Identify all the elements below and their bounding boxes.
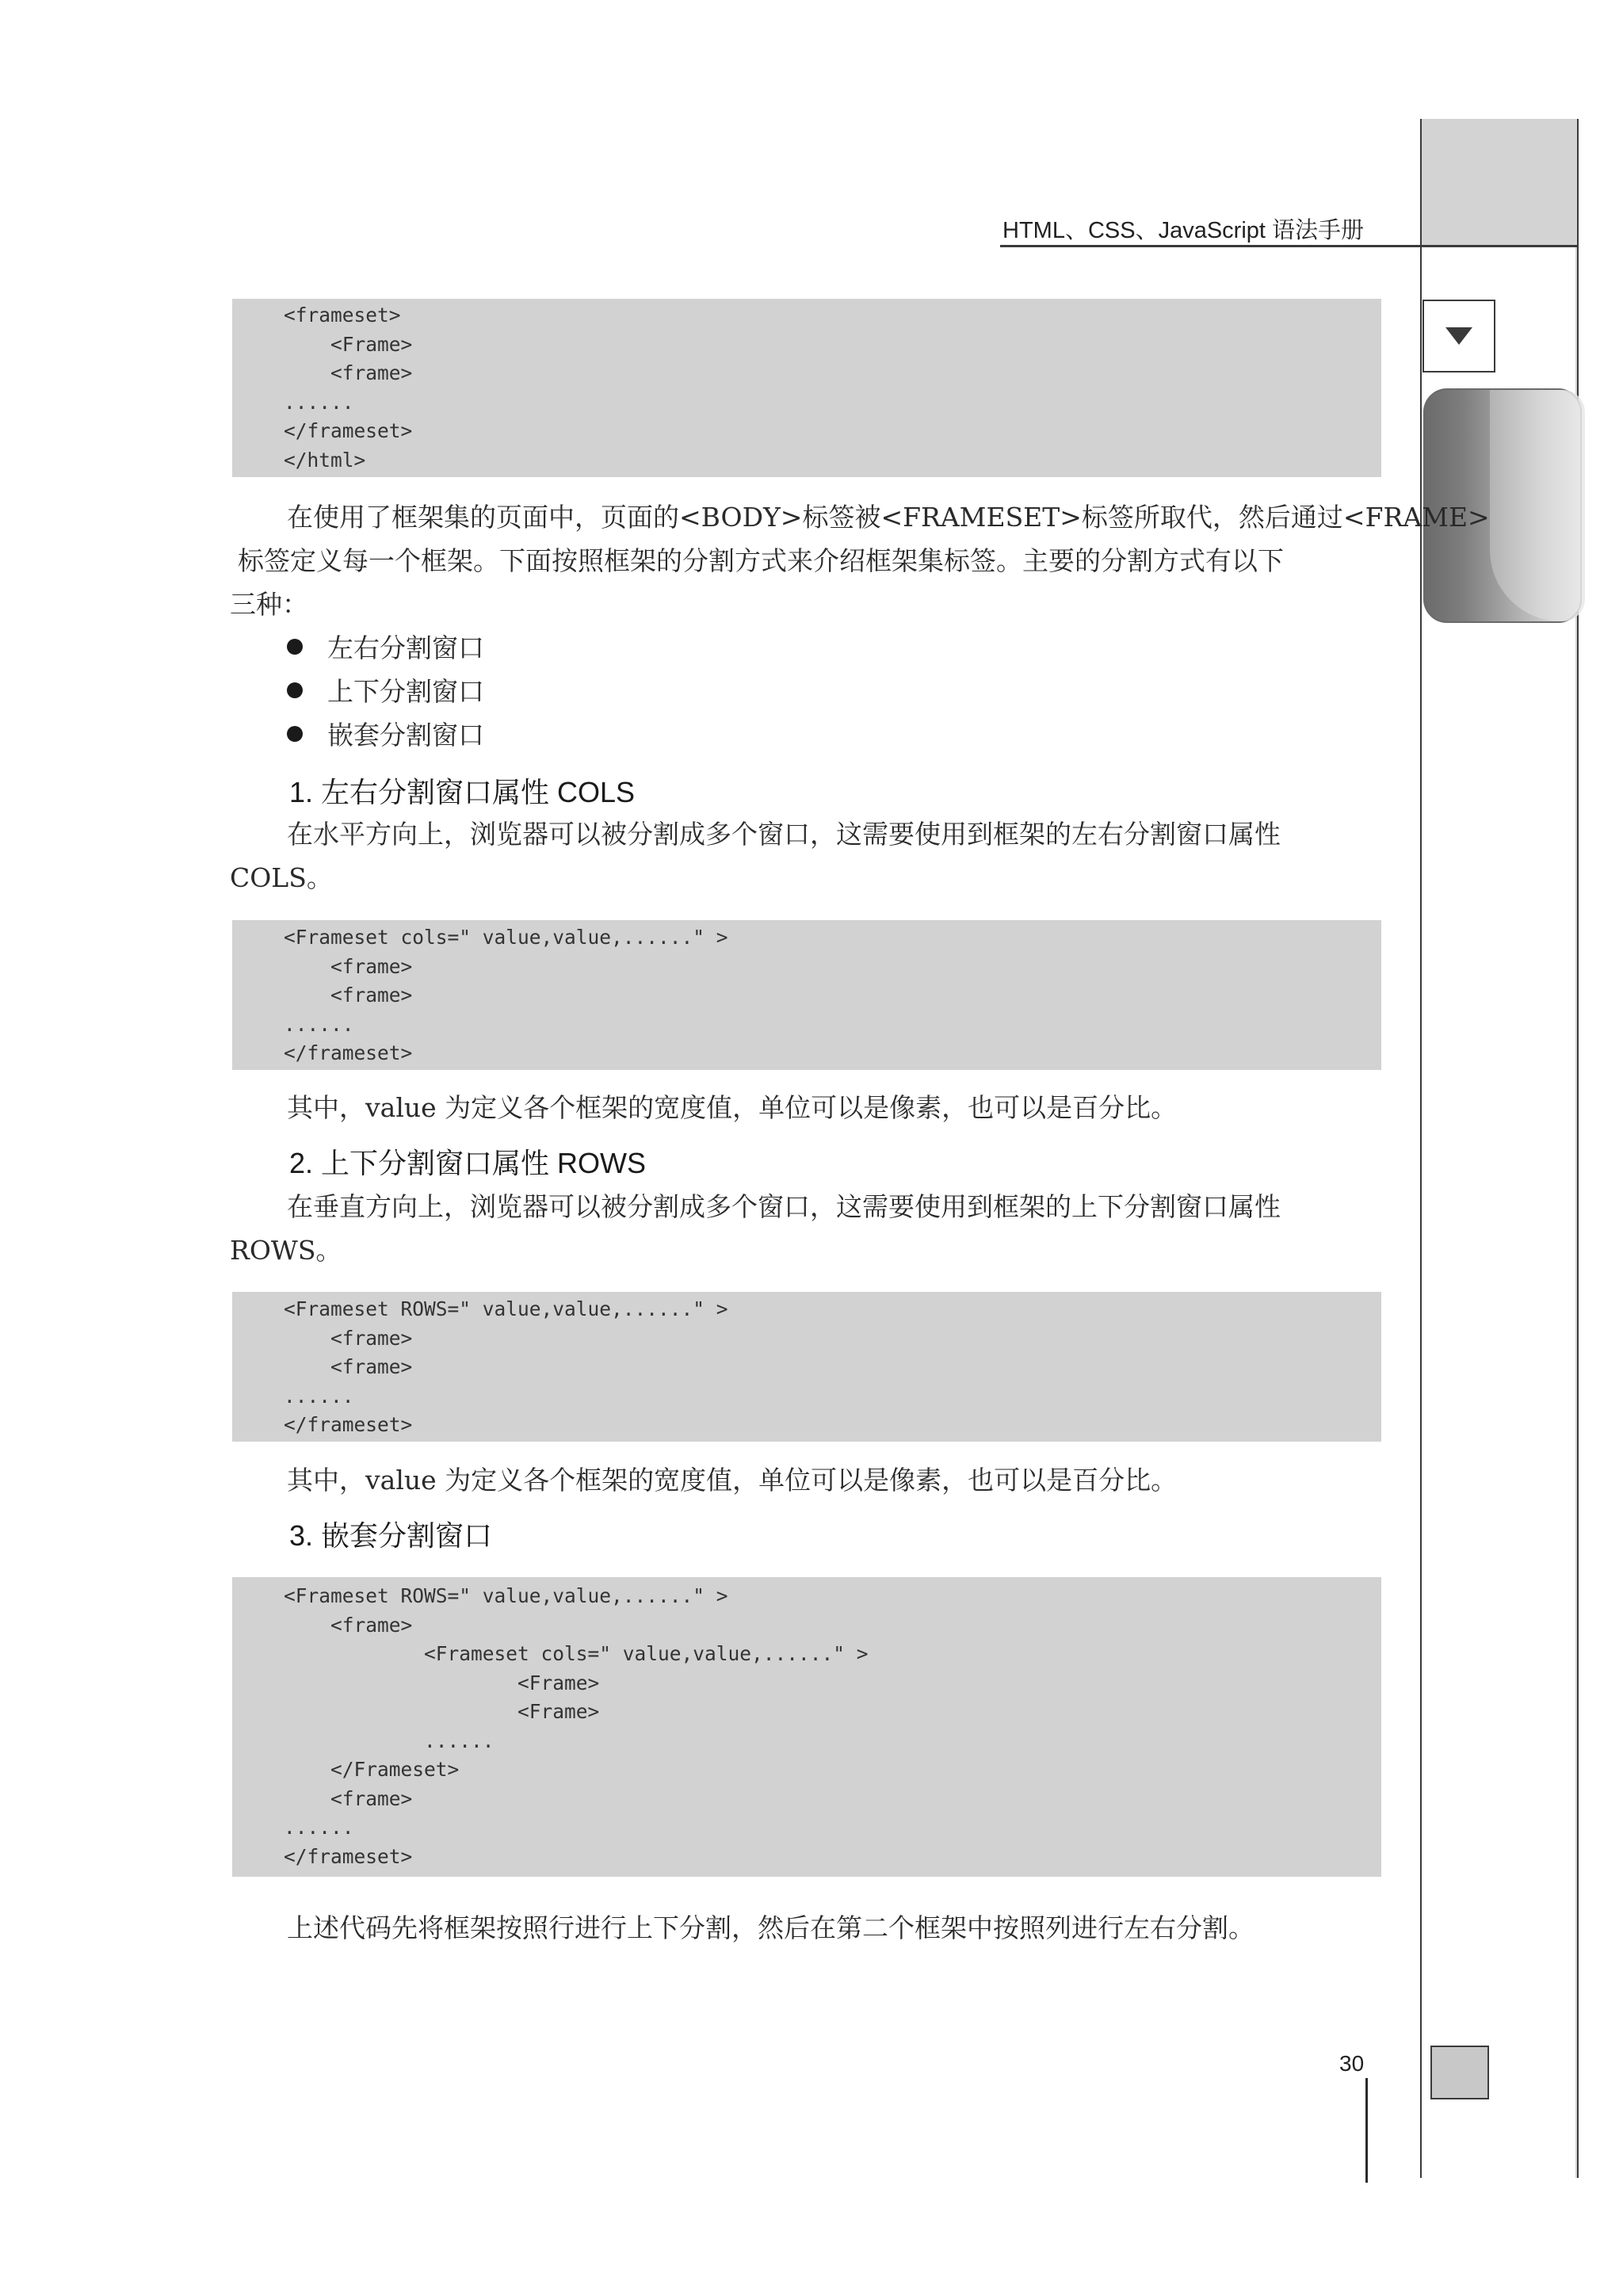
side-tab-bottom-box bbox=[1430, 2046, 1489, 2099]
code-line: </Frameset> bbox=[284, 1758, 460, 1781]
bullet-icon bbox=[287, 639, 303, 655]
code-block-2 bbox=[232, 920, 1381, 1070]
code-line: <Frameset cols=" value,value,......" > bbox=[284, 1642, 869, 1665]
section1-line-2: COLS。 bbox=[230, 862, 333, 893]
code-line: ...... bbox=[284, 390, 354, 414]
section-heading-rows: 2. 上下分割窗口属性 ROWS bbox=[289, 1147, 647, 1179]
code-line: ...... bbox=[284, 1816, 354, 1839]
code-line: ...... bbox=[284, 1729, 495, 1752]
section2-note: 其中，value 为定义各个框架的宽度值，单位可以是像素，也可以是百分比。 bbox=[287, 1465, 1178, 1496]
bullet-item bbox=[287, 671, 484, 709]
code-line: <frame> bbox=[284, 1326, 413, 1350]
page-number: 30 bbox=[1339, 2051, 1365, 2076]
code-line: </frameset> bbox=[284, 419, 413, 442]
bullet-text: 上下分割窗口 bbox=[327, 676, 484, 707]
code-line: <Frame> bbox=[284, 332, 413, 356]
bullet-icon bbox=[287, 682, 303, 698]
bullet-item bbox=[287, 628, 484, 665]
bullet-text: 左右分割窗口 bbox=[327, 632, 484, 663]
code-line: <Frameset ROWS=" value,value,......" > bbox=[284, 1584, 728, 1607]
code-line: <frame> bbox=[284, 1355, 413, 1378]
code-line: <Frameset cols=" value,value,......" > bbox=[284, 926, 728, 949]
down-triangle-icon bbox=[1423, 300, 1495, 372]
intro-line-3: 三种： bbox=[230, 589, 308, 620]
section2-line-1: 在垂直方向上，浏览器可以被分割成多个窗口，这需要使用到框架的上下分割窗口属性 bbox=[287, 1191, 1281, 1222]
section1-note: 其中，value 为定义各个框架的宽度值，单位可以是像素，也可以是百分比。 bbox=[287, 1092, 1178, 1123]
code-block-1 bbox=[232, 299, 1381, 477]
intro-line-2: 标签定义每一个框架。下面按照框架的分割方式来介绍框架集标签。主要的分割方式有以下 bbox=[238, 545, 1284, 576]
code-line: </frameset> bbox=[284, 1041, 413, 1064]
section2-line-2: ROWS。 bbox=[230, 1235, 342, 1266]
side-tab-top bbox=[1422, 119, 1575, 246]
code-line: </html> bbox=[284, 448, 366, 472]
code-line: ...... bbox=[284, 1012, 354, 1036]
code-line: <frame> bbox=[284, 1613, 413, 1637]
code-line: <frame> bbox=[284, 984, 413, 1007]
section-heading-cols: 1. 左右分割窗口属性 COLS bbox=[289, 776, 636, 808]
intro-line-1: 在使用了框架集的页面中，页面的<BODY>标签被<FRAMESET>标签所取代，然后通过<FRAME> bbox=[287, 502, 1490, 533]
bullet-text: 嵌套分割窗口 bbox=[327, 720, 484, 751]
bullet-item bbox=[287, 715, 484, 752]
code-line: </frameset> bbox=[284, 1413, 413, 1436]
code-block-4 bbox=[232, 1577, 1381, 1877]
header-rule bbox=[1000, 245, 1577, 247]
section1-line-1: 在水平方向上，浏览器可以被分割成多个窗口，这需要使用到框架的左右分割窗口属性 bbox=[287, 819, 1281, 850]
code-line: <Frame> bbox=[284, 1700, 600, 1723]
code-line: <frameset> bbox=[284, 304, 401, 327]
code-line: </frameset> bbox=[284, 1844, 413, 1868]
code-block-3 bbox=[232, 1292, 1381, 1442]
code-line: <Frameset ROWS=" value,value,......" > bbox=[284, 1297, 728, 1320]
code-line: <Frame> bbox=[284, 1671, 600, 1694]
page-tab-curl bbox=[1490, 390, 1585, 621]
page-number-rule bbox=[1365, 2078, 1368, 2183]
section-heading-nested: 3. 嵌套分割窗口 bbox=[289, 1519, 493, 1552]
bullet-icon bbox=[287, 726, 303, 742]
running-header: HTML、CSS、JavaScript 语法手册 bbox=[1002, 218, 1365, 243]
code-line: <frame> bbox=[284, 361, 413, 384]
code-line: <frame> bbox=[284, 1786, 413, 1810]
code-line: ...... bbox=[284, 1384, 354, 1408]
section3-note: 上述代码先将框架按照行进行上下分割，然后在第二个框架中按照列进行左右分割。 bbox=[287, 1912, 1254, 1943]
code-line: <frame> bbox=[284, 954, 413, 978]
